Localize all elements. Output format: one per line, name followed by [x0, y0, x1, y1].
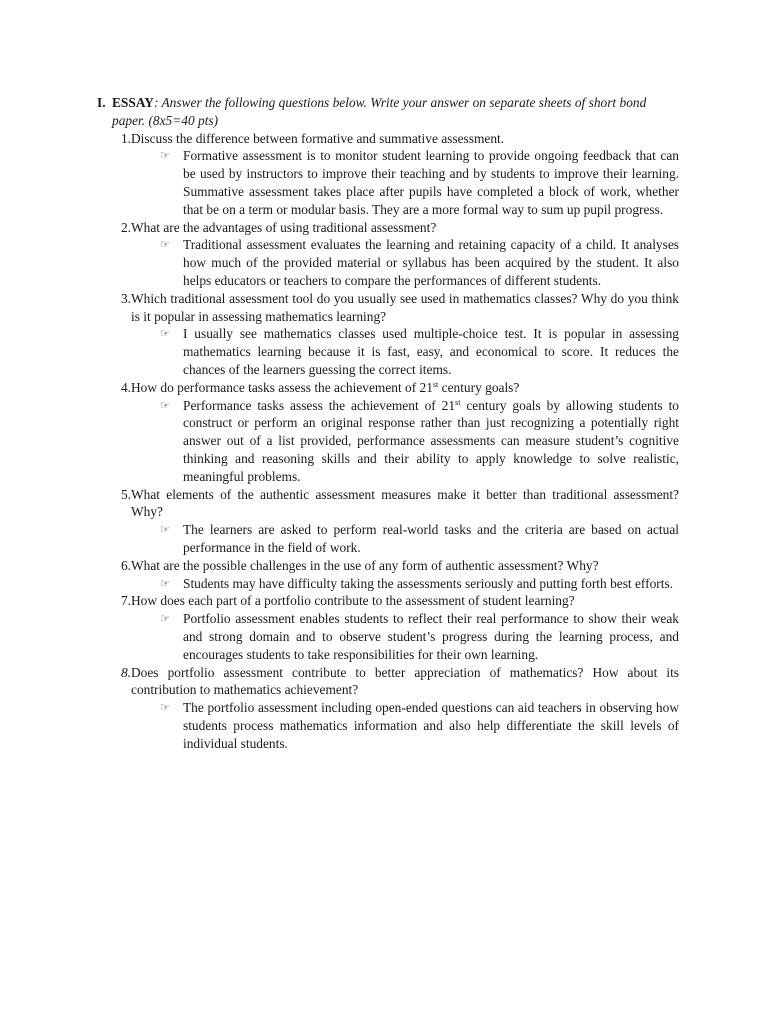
ordinal-superscript: st: [432, 379, 439, 389]
question-text-end: century goals?: [438, 379, 520, 395]
question-number: 1.: [120, 130, 131, 146]
answer-item: [156, 397, 679, 486]
answer-item: [156, 325, 679, 378]
pointing-hand-icon: ☞: [160, 612, 170, 626]
question-text: What are the possible challenges in the use of any form of authentic assessment? Why?: [131, 557, 599, 573]
section-title: ESSAY: [112, 95, 154, 110]
question-text: How does each part of a portfolio contribute to the assessment of student learning?: [131, 593, 575, 609]
answer-item: [156, 610, 679, 663]
answer-text: Traditional assessment evaluates the learning and retaining capacity of a child. It analyses how much of the provided material or syllabus has been acquired by the student. It also helps educators or teachers to compare the performances of different students.: [183, 237, 679, 288]
question-number: 2.: [120, 219, 131, 235]
question-text: [131, 379, 679, 397]
question-item-3: [97, 290, 679, 379]
question-item-7: [97, 592, 679, 663]
answer-item: [156, 575, 679, 593]
question-text-start: How do performance tasks assess the achievement of 21: [131, 379, 433, 395]
pointing-hand-icon: ☞: [160, 576, 170, 590]
section-header: [97, 94, 679, 130]
question-number: 4.: [120, 379, 131, 395]
answer-text: [183, 397, 679, 486]
pointing-hand-icon: ☞: [160, 238, 170, 252]
answer-item: [156, 699, 679, 752]
section-instruction: : Answer the following questions below. Write your answer on separate sheets of short bond paper. (8x5=40 pts): [112, 95, 647, 128]
answer-item: [156, 147, 679, 218]
question-item-8: [97, 664, 679, 753]
section-header-text: [112, 94, 679, 130]
question-item-4: [97, 379, 679, 486]
question-number: 3.: [120, 290, 131, 306]
question-number: 6.: [120, 557, 131, 573]
pointing-hand-icon: ☞: [160, 327, 170, 341]
essay-section: [97, 94, 679, 752]
answer-item: [156, 521, 679, 557]
question-text: What are the advantages of using traditional assessment?: [131, 219, 437, 235]
question-item-1: [97, 130, 679, 219]
question-item-5: [97, 486, 679, 557]
section-numeral: I.: [97, 95, 106, 110]
answer-text: The portfolio assessment including open-ended questions can aid teachers in observing how students process mathematics information and also help differentiate the skill levels of individual students.: [183, 700, 679, 751]
question-text: Discuss the difference between formative and summative assessment.: [131, 130, 505, 146]
question-number: 7.: [120, 593, 131, 609]
question-text: What elements of the authentic assessment measures make it better than traditional assessment? Why?: [131, 486, 679, 520]
answer-text: Portfolio assessment enables students to reflect their real performance to show their weak and strong domain and to observe student’s progress during the learning process, and encourages students to take responsibilities for their own learning.: [183, 611, 679, 662]
pointing-hand-icon: ☞: [160, 149, 170, 163]
answer-text-end: century goals by allowing students to construct or perform an original response rather than just recognizing a potentially right answer out of a list provided, performance assessments can measure student’s cognitive thinking and reasoning skills and their ability to apply knowledge to solve realistic, meaningful problems.: [183, 397, 679, 484]
question-number: 8.: [120, 664, 131, 680]
question-text: Does portfolio assessment contribute to better appreciation of mathematics? How about its contribution to mathematics achievement?: [131, 664, 679, 698]
answer-item: [156, 236, 679, 289]
question-list: [97, 130, 679, 753]
question-item-2: [97, 219, 679, 290]
answer-text: I usually see mathematics classes used multiple-choice test. It is popular in assessing mathematics learning because it is fast, easy, and economical to score. It reduces the chances of the learners guessing the correct items.: [183, 326, 679, 377]
pointing-hand-icon: ☞: [160, 701, 170, 715]
question-text: Which traditional assessment tool do you usually see used in mathematics classes? Why do you think is it popular in assessing mathematics learning?: [131, 290, 679, 324]
pointing-hand-icon: ☞: [160, 398, 170, 412]
answer-text-start: Performance tasks assess the achievement of 21: [183, 397, 456, 413]
answer-text: Formative assessment is to monitor student learning to provide ongoing feedback that can be used by instructors to improve their teaching and by students to improve their learning. Summative assessment takes place after pupils have completed a block of work, whether that be on a term or modular basis. They are a more formal way to sum up pupil progress.: [183, 148, 679, 217]
answer-text: The learners are asked to perform real-world tasks and the criteria are based on actual performance in the field of work.: [183, 522, 679, 555]
pointing-hand-icon: ☞: [160, 523, 170, 537]
question-number: 5.: [120, 486, 131, 502]
answer-text: Students may have difficulty taking the assessments seriously and putting forth best efforts.: [183, 575, 674, 591]
question-item-6: [97, 557, 679, 593]
ordinal-superscript: st: [455, 397, 461, 407]
